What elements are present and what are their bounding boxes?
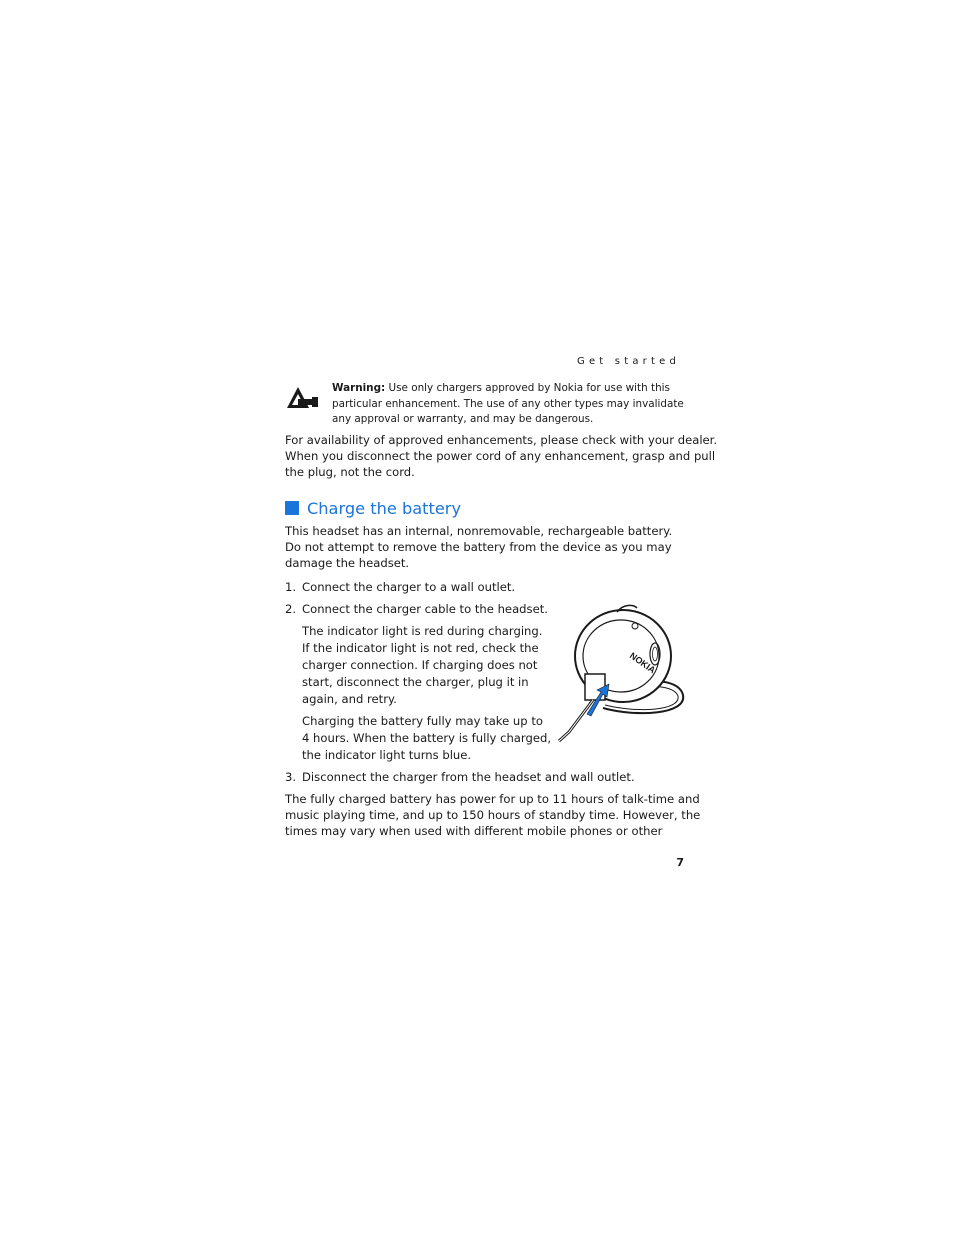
paragraph-line: When you disconnect the power cord of any enhancement, grasp and pull (285, 449, 716, 464)
step-text: Connect the charger to a wall outlet. (302, 580, 516, 594)
page-number: 7 (676, 856, 684, 869)
battery-intro-paragraph (285, 523, 685, 572)
warning-line-2: particular enhancement. The use of any other types may invalidate (332, 397, 684, 410)
paragraph-line: start, disconnect the charger, plug it in (302, 675, 529, 689)
section-title: Charge the battery (307, 498, 462, 518)
paragraph-line: the plug, not the cord. (285, 465, 415, 480)
step-text: Connect the charger cable to the headset. (302, 602, 548, 616)
step-number: 1. (285, 580, 297, 594)
paragraph-line: damage the headset. (285, 556, 410, 571)
paragraph-line: times may vary when used with different mobile phones or other (285, 824, 663, 839)
paragraph-line: For availability of approved enhancements, please check with your dealer. (285, 433, 718, 447)
warning-triangle-icon (285, 384, 319, 410)
paragraph-line: The indicator light is red during charging. (302, 624, 543, 638)
paragraph-line: music playing time, and up to 150 hours of standby time. However, the (285, 808, 701, 823)
section-bullet-square (285, 501, 299, 515)
warning-note (332, 381, 682, 428)
paragraph-line: Do not attempt to remove the battery from the device as you may (285, 540, 672, 555)
paragraph-line: 4 hours. When the battery is fully charged, (302, 731, 552, 745)
paragraph-line: Charging the battery fully may take up to (302, 714, 543, 728)
warning-text: Use only chargers approved by Nokia for use with this (388, 382, 670, 394)
paragraph-line: charger connection. If charging does not (302, 658, 538, 672)
paragraph-line: If the indicator light is not red, check the (302, 641, 539, 655)
paragraph-line: This headset has an internal, nonremovable, rechargeable battery. (285, 524, 673, 538)
warning-lead: Warning: (332, 382, 386, 394)
paragraph-line: the indicator light turns blue. (302, 748, 472, 762)
headset-charging-illustration (545, 600, 685, 745)
running-header: Get started (577, 356, 680, 367)
step-2-note-indicator (302, 623, 542, 708)
availability-paragraph (285, 432, 718, 481)
step-number: 2. (285, 602, 297, 616)
step-number: 3. (285, 770, 297, 784)
warning-line-1 (332, 381, 682, 397)
paragraph-line: again, and retry. (302, 692, 397, 706)
nokia-logo: NOKIA (627, 650, 658, 676)
step-text: Disconnect the charger from the headset and wall outlet. (302, 770, 635, 784)
paragraph-line: The fully charged battery has power for up to 11 hours of talk-time and (285, 792, 700, 806)
section-heading (285, 497, 461, 519)
step-2-note-duration (302, 713, 552, 764)
warning-line-3: any approval or warranty, and may be dangerous. (332, 413, 594, 425)
battery-life-paragraph (285, 791, 701, 840)
